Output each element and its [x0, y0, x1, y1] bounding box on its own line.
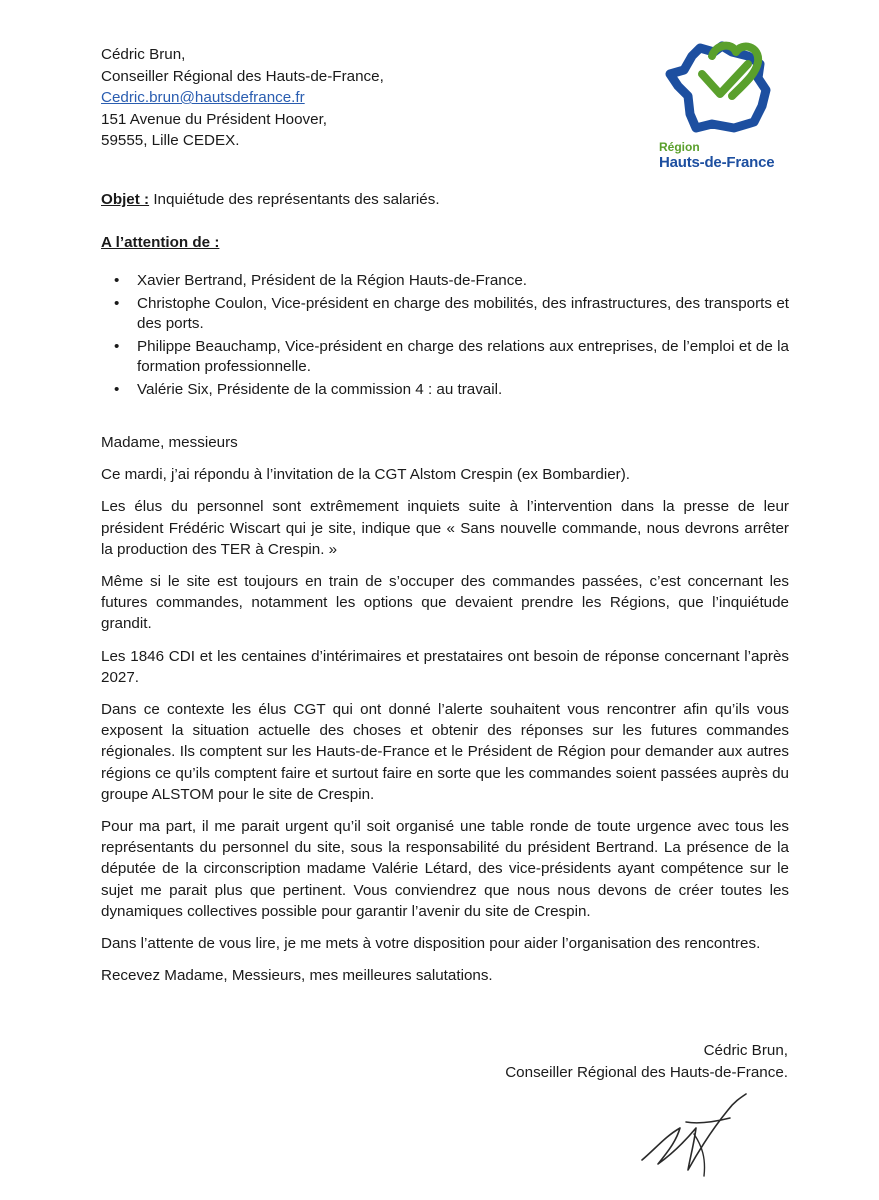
bullet-icon: •	[114, 294, 120, 312]
bullet-icon: •	[114, 272, 120, 289]
letter-body	[101, 432, 789, 997]
body-paragraph: Ce mardi, j’ai répondu à l’invitation de la CGT Alstom Crespin (ex Bombardier).	[101, 466, 630, 484]
body-paragraph: Même si le site est toujours en train de s’occuper des commandes passées, c’est concernant les futures commandes, notamment les options que devaient prendre les Régions, que l’inquiétude grandit.	[101, 573, 789, 633]
recipient-item	[101, 271, 789, 292]
recipient-text: Philippe Beauchamp, Vice-président en charge des relations aux entreprises, de l’emploi et de la formation professionnelle.	[137, 337, 789, 375]
recipient-text: Valérie Six, Présidente de la commission 4 : au travail.	[137, 380, 503, 398]
recipient-text: Xavier Bertrand, Président de la Région Hauts-de-France.	[137, 272, 528, 289]
bullet-icon: •	[114, 337, 120, 355]
sender-address-line1: 151 Avenue du Président Hoover,	[101, 110, 328, 128]
region-map-heart-icon	[662, 34, 782, 136]
body-paragraph: Dans l’attente de vous lire, je me mets à votre disposition pour aider l’organisation des rencontres.	[101, 935, 761, 953]
closing-name: Cédric Brun,	[703, 1042, 788, 1059]
recipient-list	[101, 271, 789, 402]
subject-line	[101, 189, 440, 210]
region-logo	[659, 34, 802, 180]
sender-block	[101, 44, 521, 152]
logo-name-label: Hauts-de-France	[659, 154, 775, 171]
handwritten-signature	[636, 1088, 756, 1184]
subject-text: Inquiétude des représentants des salariés.	[153, 191, 440, 208]
body-paragraph: Dans ce contexte les élus CGT qui ont donné l’alerte souhaitent vous rencontrer afin qu’ils vous exposent la situation actuelle des choses et obtenir des réponses sur les futures commandes régionales. Ils comptent sur les Hauts-de-France et le Président de Région pour demander aux autres régions ce qu’ils comptent faire et surtout faire en sorte que les commandes soient passées auprès du groupe ALSTOM pour le site de Crespin.	[101, 701, 789, 803]
sender-title: Conseiller Régional des Hauts-de-France,	[101, 67, 384, 85]
sender-name: Cédric Brun,	[101, 46, 186, 63]
bullet-icon: •	[114, 380, 120, 398]
sender-address-line2: 59555, Lille CEDEX.	[101, 132, 240, 149]
recipient-text: Christophe Coulon, Vice-président en charge des mobilités, des infrastructures, des transports et des ports.	[137, 294, 789, 332]
logo-region-label: Région	[659, 140, 700, 154]
sender-email-link[interactable]: Cedric.brun@hautsdefrance.fr	[101, 89, 305, 106]
subject-label: Objet :	[101, 191, 150, 208]
salutation: Madame, messieurs	[101, 434, 238, 451]
closing-title: Conseiller Régional des Hauts-de-France.	[505, 1063, 788, 1081]
closing-signature-block	[476, 1040, 788, 1083]
recipient-item	[101, 337, 789, 378]
body-paragraph: Pour ma part, il me parait urgent qu’il soit organisé une table ronde de toute urgence avec tous les représentants du personnel du site, sous la responsabilité du président Bertrand. La présence de la députée de la circonscription madame Valérie Létard, des vice-présidents ayant compétence sur le sujet me parait plus que pertinent. Vous conviendrez que nous nous devons de créer toutes les dynamiques collectives possible pour garantir l’avenir du site de Crespin.	[101, 818, 789, 920]
closing-formula: Recevez Madame, Messieurs, mes meilleures salutations.	[101, 967, 493, 985]
body-paragraph: Les 1846 CDI et les centaines d’intérimaires et prestataires ont besoin de réponse concernant l’après 2027.	[101, 647, 789, 686]
recipient-item	[101, 294, 789, 335]
recipient-item	[101, 380, 789, 401]
attention-heading: A l’attention de :	[101, 234, 220, 251]
body-paragraph: Les élus du personnel sont extrêmement inquiets suite à l’intervention dans la presse de leur président Frédéric Wiscart qui je site, indique que « Sans nouvelle commande, nous devrons arrêter la production des TER à Crespin. »	[101, 498, 789, 558]
